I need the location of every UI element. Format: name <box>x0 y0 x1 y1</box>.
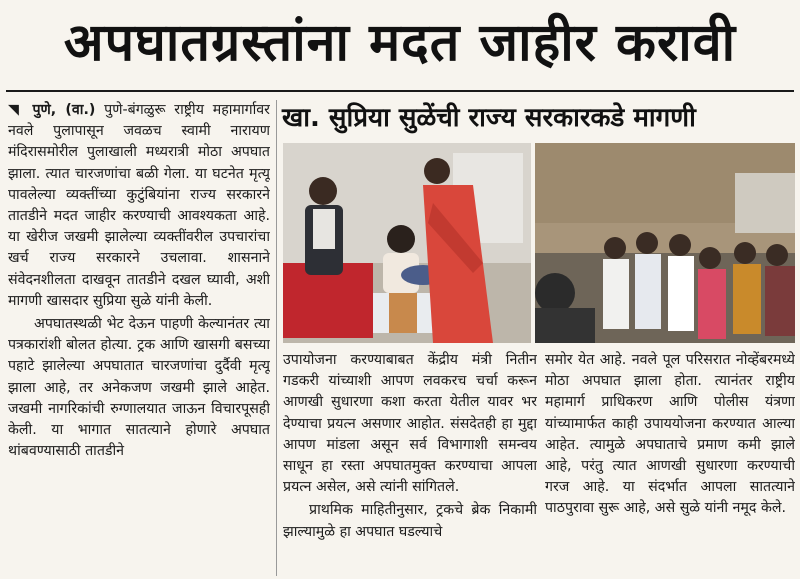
hospital-visit-photo <box>283 143 531 343</box>
headline-rule <box>6 90 794 92</box>
article-paragraph: प्राथमिक माहितीनुसार, ट्रकचे ब्रेक निकामी झाल्यामुळे हा अपघात घडल्याचे <box>283 502 537 540</box>
hospital-visit-illustration <box>283 143 531 343</box>
article-paragraph: अपघातस्थळी भेट देऊन पाहणी केल्यानंतर त्या पत्रकारांशी बोलत होत्या. ट्रक आणि खासगी बसच्या पहाटे झालेल्या अपघातात चारजणांचा दुर्दैवी मृत्यू झाला आहे, तर अनेकजण जखमी झाले आहेत. जखमी नागरिकांची रुग्णालयात जाऊन विचारपूसही केली. या भागात सातत्याने होणारे अपघात थांबवण्यासाठी तातडीने <box>8 316 270 460</box>
article-column-left <box>8 100 270 576</box>
dateline: पुणे, (वा.) <box>32 102 96 118</box>
article-paragraph: समोर येत आहे. नवले पूल परिसरात नोव्हेंबरमध्ये मोठा अपघात झाला होता. त्यानंतर राष्ट्रीय महामार्ग प्राधिकरण आणि पोलीस यंत्रणा यांच्यामार्फत काही उपाययोजना करण्यात आल्या आहेत. त्यामुळे अपघाताचे प्रमाण कमी झाले आहे, परंतु त्यात आणखी सुधारणा करण्याची गरज आहे. या संदर्भात आपला सातत्याने पाठपुरावा सुरू आहे, असे सुळे यांनी नमूद केले. <box>545 352 795 517</box>
article-column-middle <box>283 350 537 576</box>
subheadline: खा. सुप्रिया सुळेंची राज्य सरकारकडे मागणी <box>282 103 696 133</box>
article-paragraph: उपायोजना करण्याबाबत केंद्रीय मंत्री नितीन गडकरी यांच्याशी आपण लवकरच चर्चा करून आणखी सुधारणा कशा करता येतील यावर भर देण्याचा प्रयत्न असणार आहोत. संसदेतही हा मुद्दा आपण मांडला असून सर्व विभागाशी समन्वय साधून हा रस्ता अपघातमुक्त करण्याचा आपला प्रयत्न असेल, असे त्यांनी सांगितले. <box>283 352 537 496</box>
paragraph-text: पुणे-बंगळुरू राष्ट्रीय महामार्गावर नवले पुलापासून जवळच स्वामी नारायण मंदिरासमोरील पुलाखाली मध्यरात्री मोठा अपघात झाला. त्यात चारजणांचा बळी गेला. या घटनेत मृत्यू पावलेल्या व्यक्तींच्या कुटुंबियांना राज्य सरकारने तातडीने मदत जाहीर करण्याची आवश्यकता आहे. या खेरीज जखमी झालेल्या व्यक्तींवरील उपचारांचा खर्च राज्य सरकारने उचलावा. शासनाने संवेदनशीलता दाखवून तातडीने दखल घ्यावी, अशी मागणी खासदार सुप्रिया सुळे यांनी केली. <box>8 102 270 309</box>
column-divider <box>276 100 277 576</box>
article-column-right <box>545 350 795 576</box>
bullet-marker-icon: ◥ <box>8 102 33 118</box>
headline: अपघातग्रस्तांना मदत जाहीर करावी <box>63 13 737 73</box>
article-paragraph <box>8 100 270 312</box>
accident-site-photo <box>535 143 795 343</box>
accident-site-illustration <box>535 143 795 343</box>
